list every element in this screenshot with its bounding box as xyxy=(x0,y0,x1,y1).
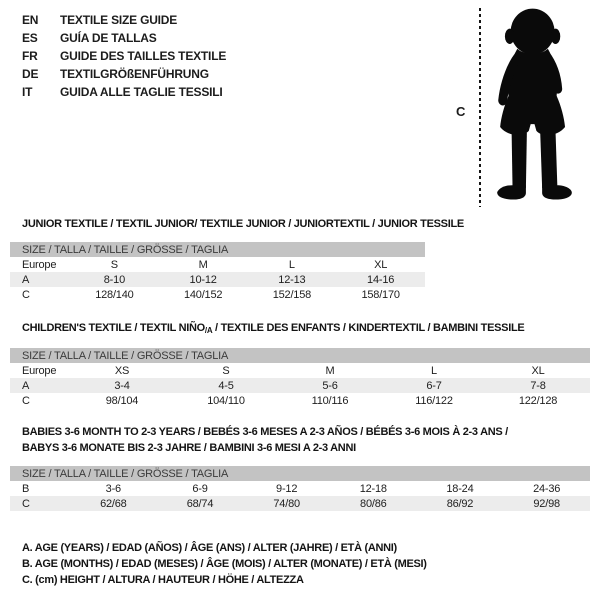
value-cell: 92/98 xyxy=(503,496,590,511)
value-cell: 12-13 xyxy=(248,272,337,287)
value-cell: XL xyxy=(531,364,545,377)
table-title-segment: BABIES 3-6 MONTH TO 2-3 YEARS / BEBÉS 3-6 MESES A 2-3 AÑOS / BÉBÉS 3-6 MOIS À 2-3 ANS / xyxy=(22,426,508,438)
table-title-segment: / TEXTILE DES ENFANTS / KINDERTEXTIL / BAMBINI TESSILE xyxy=(212,322,525,334)
table-row xyxy=(10,393,590,408)
value-cell: 12-18 xyxy=(359,482,387,495)
value-cell: 24-36 xyxy=(533,482,561,495)
value-cell: XS xyxy=(114,364,130,377)
row-label-cell: C xyxy=(22,288,30,301)
value-cell: 104/110 xyxy=(207,394,245,407)
language-code: FR xyxy=(22,49,38,63)
language-row xyxy=(22,11,226,29)
legend-notes xyxy=(22,540,427,588)
table-row xyxy=(10,496,590,511)
table-title xyxy=(22,322,590,337)
row-label-cell: C xyxy=(22,394,30,407)
value-cell: 62/68 xyxy=(70,496,157,511)
junior-textile-section xyxy=(10,218,464,302)
height-reference-label: C xyxy=(456,104,466,119)
table-title xyxy=(22,424,590,456)
size-table xyxy=(10,466,590,511)
language-row xyxy=(22,47,226,65)
size-table-head xyxy=(10,348,590,363)
table-row xyxy=(10,481,590,496)
table-row xyxy=(10,363,590,378)
table-row xyxy=(10,257,425,272)
legend-note: C. (cm) HEIGHT / ALTURA / HAUTEUR / HÖHE / ALTEZZA xyxy=(22,574,304,586)
table-title-segment: CHILDREN'S TEXTILE / TEXTIL NIÑO xyxy=(22,322,205,334)
size-header-row xyxy=(10,348,590,363)
language-list xyxy=(22,11,226,101)
value-cell: M xyxy=(198,258,208,271)
legend-note: A. AGE (YEARS) / EDAD (AÑOS) / ÂGE (ANS) / ALTER (JAHRE) / ETÀ (ANNI) xyxy=(22,542,397,554)
row-label-cell: A xyxy=(10,272,70,287)
language-code: EN xyxy=(22,13,39,27)
size-table-head xyxy=(10,242,425,257)
baby-silhouette-icon xyxy=(482,5,587,207)
row-label-cell: C xyxy=(10,496,70,511)
row-label-cell: B xyxy=(22,482,30,495)
size-table xyxy=(10,242,425,302)
value-cell: 140/152 xyxy=(183,288,223,301)
size-table xyxy=(10,348,590,408)
childrens-textile-section xyxy=(10,322,590,408)
babies-textile-section xyxy=(10,424,590,511)
value-cell: 98/104 xyxy=(105,394,139,407)
language-row xyxy=(22,65,226,83)
value-cell: XL xyxy=(374,258,388,271)
value-cell: L xyxy=(288,258,295,271)
value-cell: 7-8 xyxy=(486,378,590,393)
table-row xyxy=(10,287,425,302)
table-title-line xyxy=(22,424,590,440)
value-cell: S xyxy=(110,258,118,271)
size-header-cell: SIZE / TALLA / TAILLE / GRÖSSE / TAGLIA xyxy=(10,242,425,257)
value-cell: 9-12 xyxy=(276,482,298,495)
value-cell: 3-4 xyxy=(70,378,174,393)
value-cell: 6-9 xyxy=(192,482,208,495)
table-title-segment: /A xyxy=(204,326,213,335)
size-table-body xyxy=(10,481,590,511)
value-cell: 122/128 xyxy=(518,394,558,407)
value-cell: 10-12 xyxy=(159,272,248,287)
language-code: ES xyxy=(22,31,38,45)
row-label-cell: Europe xyxy=(22,258,57,271)
legend-note: B. AGE (MONTHS) / EDAD (MESES) / ÂGE (MOIS) / ALTER (MONATE) / ETÀ (MESI) xyxy=(22,558,427,570)
value-cell: S xyxy=(222,364,230,377)
value-cell: 6-7 xyxy=(382,378,486,393)
language-code: DE xyxy=(22,67,39,81)
value-cell: M xyxy=(325,364,335,377)
table-title-line xyxy=(22,440,590,456)
value-cell: 5-6 xyxy=(278,378,382,393)
table-title-line xyxy=(22,218,464,231)
language-title: GUIDA ALLE TAGLIE TESSILI xyxy=(60,85,223,99)
language-row xyxy=(22,83,226,101)
value-cell: 74/80 xyxy=(243,496,330,511)
value-cell: 68/74 xyxy=(157,496,244,511)
table-title xyxy=(22,218,464,231)
height-dashed-line xyxy=(479,8,481,207)
size-header-row xyxy=(10,466,590,481)
value-cell: 86/92 xyxy=(417,496,504,511)
value-cell: 18-24 xyxy=(446,482,474,495)
language-title: GUIDE DES TAILLES TEXTILE xyxy=(60,49,227,63)
language-title: TEXTILGRÖßENFÜHRUNG xyxy=(60,67,209,81)
language-code: IT xyxy=(22,85,33,99)
value-cell: 8-10 xyxy=(70,272,159,287)
value-cell: 4-5 xyxy=(174,378,278,393)
size-table-head xyxy=(10,466,590,481)
value-cell: L xyxy=(431,364,437,377)
table-row xyxy=(10,272,425,287)
row-label-cell: Europe xyxy=(22,364,57,377)
language-row xyxy=(22,29,226,47)
value-cell: 14-16 xyxy=(336,272,425,287)
value-cell: 128/140 xyxy=(95,288,134,301)
size-table-body xyxy=(10,257,425,302)
size-header-cell: SIZE / TALLA / TAILLE / GRÖSSE / TAGLIA xyxy=(10,348,590,363)
row-label-cell: A xyxy=(10,378,70,393)
language-title: TEXTILE SIZE GUIDE xyxy=(60,13,178,27)
size-header-cell: SIZE / TALLA / TAILLE / GRÖSSE / TAGLIA xyxy=(10,466,590,481)
size-table-body xyxy=(10,363,590,408)
value-cell: 116/122 xyxy=(415,394,453,407)
value-cell: 110/116 xyxy=(311,394,349,407)
value-cell: 152/158 xyxy=(272,288,312,301)
table-row xyxy=(10,378,590,393)
value-cell: 3-6 xyxy=(105,482,121,495)
table-title-segment: JUNIOR TEXTILE / TEXTIL JUNIOR/ TEXTILE JUNIOR / JUNIORTEXTIL / JUNIOR TESSILE xyxy=(22,218,464,230)
value-cell: 80/86 xyxy=(330,496,417,511)
table-title-line xyxy=(22,322,590,337)
language-title: GUÍA DE TALLAS xyxy=(60,31,157,45)
table-title-segment: BABYS 3-6 MONATE BIS 2-3 JAHRE / BAMBINI 3-6 MESI A 2-3 ANNI xyxy=(22,442,356,454)
value-cell: 158/170 xyxy=(361,288,400,301)
size-header-row xyxy=(10,242,425,257)
